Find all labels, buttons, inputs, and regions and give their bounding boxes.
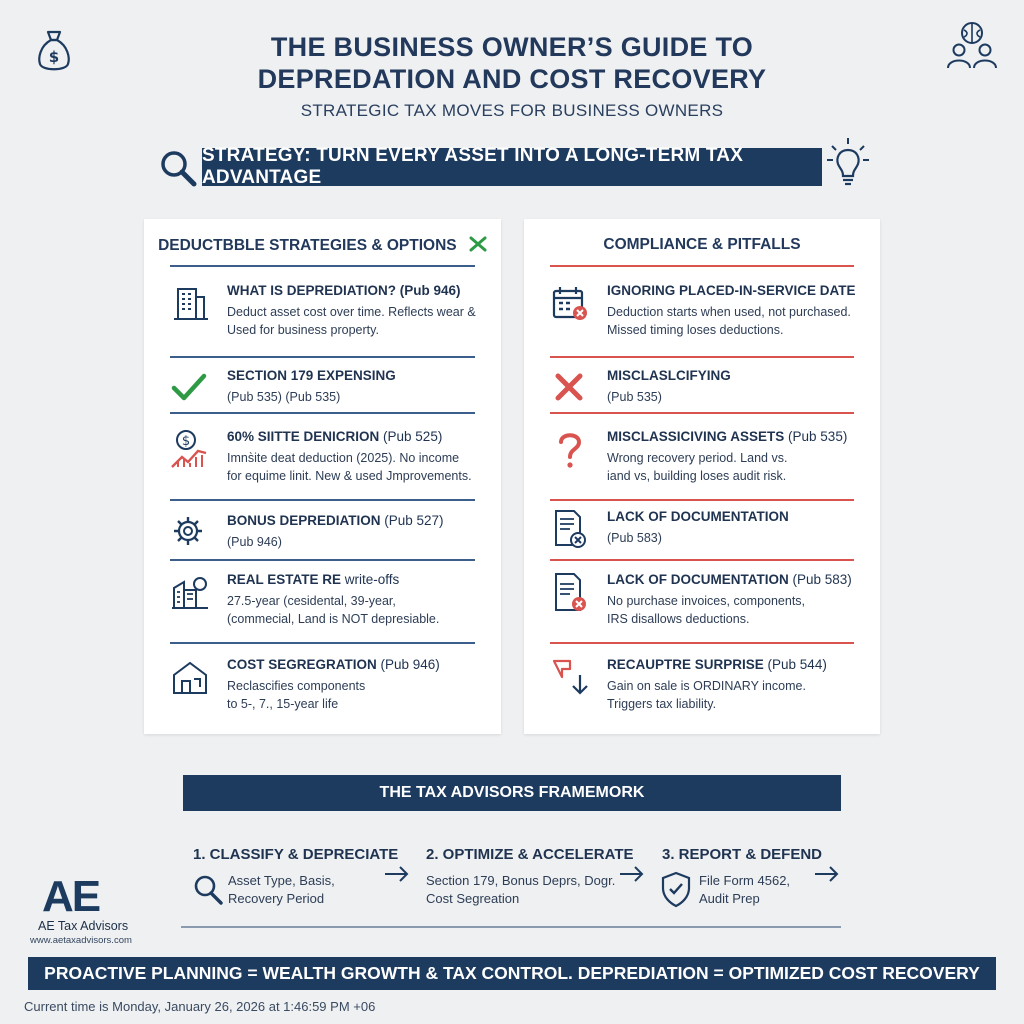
item-title: RECAUPTRE SURPRISE (Pub 544) [607, 657, 827, 672]
item-title: WHAT IS DEPREDIATION? (Pub 946) [227, 283, 461, 298]
question-icon [550, 429, 590, 469]
strategy-banner: STRATEGY: TURN EVERY ASSET INTO A LONG-TERM TAX ADVANTAGE [202, 148, 822, 186]
divider [550, 356, 854, 358]
item-desc: Deduction starts when used, not purchased. Missed timing loses deductions. [607, 305, 851, 337]
magnifier-icon [193, 874, 223, 906]
page-title-line2: DEPREDATION AND COST RECOVERY [257, 64, 767, 94]
calendar-error-icon [550, 283, 590, 323]
divider [170, 412, 475, 414]
check-x-icon [469, 236, 487, 252]
divider [170, 356, 475, 358]
checkmark-icon [170, 368, 210, 408]
magnifier-icon [158, 148, 198, 188]
recapture-arrow-icon [550, 657, 590, 697]
item-title: MISCLASLCIFYING [607, 368, 731, 383]
item-desc: 27.5-year (cesidental, 39-year, (commecial, Land is NOT depresiable. [227, 594, 440, 626]
item-desc: Imns̀ite deat deduction (2025). No income for equime linit. New & used Jmprovements. [227, 451, 472, 483]
step-title: 1. CLASSIFY & DEPRECIATE [193, 846, 399, 863]
step-desc: Section 179, Bonus Deprs, Dogr. Cost Segreation [426, 873, 616, 906]
item-desc: (Pub 535) [607, 390, 662, 404]
arrow-right-icon [618, 864, 646, 884]
item-desc: No purchase invoices, components, IRS disallows deductions. [607, 594, 806, 626]
gear-icon [170, 513, 210, 553]
item-title: SECTION 179 EXPENSING [227, 368, 396, 383]
current-time-text: Current time is Monday, January 26, 2026 at 1:46:59 PM +06 [24, 999, 376, 1014]
item-desc: Wrong recovery period. Land vs. iand vs, building loses audit risk. [607, 451, 788, 483]
item-desc: Gain on sale is ORDINARY income. Triggers tax liability. [607, 679, 806, 711]
step-title: 3. REPORT & DEFEND [662, 846, 823, 863]
framework-step-1 [193, 846, 399, 906]
company-url: www.aetaxadvisors.com [30, 935, 132, 946]
item-title: LACK OF DOCUMENTATION [607, 509, 789, 524]
item-desc: (Pub 583) [607, 531, 662, 545]
strategies-panel-title-text: DEDUCTBBLE STRATEGIES & OPTIONS [158, 237, 457, 254]
divider [550, 412, 854, 414]
divider [550, 499, 854, 501]
shield-check-icon [660, 870, 692, 908]
item-title: MISCLASSICIVING ASSETS (Pub 535) [607, 429, 848, 444]
item-desc: Deduct asset cost over time. Reflects wear & Used for business property. [227, 305, 476, 337]
divider [550, 642, 854, 644]
item-title: LACK OF DOCUMENTATION (Pub 583) [607, 572, 852, 587]
document-x-icon [550, 509, 590, 549]
arrow-right-icon [813, 864, 841, 884]
dollar-growth-icon [170, 429, 210, 469]
divider [170, 559, 475, 561]
page-subtitle: STRATEGIC TAX MOVES FOR BUSINESS OWNERS [300, 101, 724, 120]
step-desc: Asset Type, Basis, Recovery Period [228, 873, 335, 906]
framework-rule [181, 926, 841, 928]
item-desc: (Pub 946) [227, 535, 282, 549]
document-error-icon [550, 572, 590, 612]
x-mark-icon [550, 368, 590, 408]
divider [170, 642, 475, 644]
item-desc: Reclascifies components to 5-, 7., 15-year life [227, 679, 366, 711]
svg-text:$: $ [181, 434, 191, 449]
item-title: BONUS DEPREDIATION (Pub 527) [227, 513, 444, 528]
step-desc: File Form 4562, Audit Prep [699, 873, 791, 906]
framework-title: THE TAX ADVISORS FRAMEMORK [183, 775, 841, 811]
pitfalls-panel-title: COMPLIANCE & PITFALLS [603, 236, 801, 253]
divider [170, 499, 475, 501]
framework-step-2 [426, 846, 634, 906]
summary-banner: PROACTIVE PLANNING = WEALTH GROWTH & TAX CONTROL. DEPREDIATION = OPTIMIZED COST RECOVERY [28, 957, 996, 990]
real-estate-icon [170, 572, 210, 612]
svg-text:$: $ [48, 48, 60, 66]
building-icon [170, 283, 210, 323]
strategies-panel-title [144, 236, 501, 255]
house-blueprint-icon [170, 657, 210, 697]
strategies-panel [144, 219, 501, 734]
company-logo: AE [42, 872, 100, 921]
arrow-right-icon [383, 864, 411, 884]
item-title: COST SEGREGRATION (Pub 946) [227, 657, 440, 672]
panel-rule [550, 265, 854, 267]
framework-step-3 [662, 846, 823, 906]
pitfalls-panel [524, 219, 880, 734]
company-name: AE Tax Advisors [38, 919, 129, 933]
item-title: REAL ESTATE RE write-offs [227, 572, 400, 587]
item-title: 60% SIITTE DENICRION (Pub 525) [227, 429, 443, 444]
lightbulb-icon [826, 136, 870, 188]
step-title: 2. OPTIMIZE & ACCELERATE [426, 846, 634, 863]
divider [550, 559, 854, 561]
item-desc: (Pub 535) (Pub 535) [227, 390, 341, 404]
panel-rule [170, 265, 475, 267]
item-title: IGNORING PLACED-IN-SERVICE DATE [607, 283, 856, 298]
page-title-line1: THE BUSINESS OWNER’S GUIDE TO [270, 32, 754, 62]
